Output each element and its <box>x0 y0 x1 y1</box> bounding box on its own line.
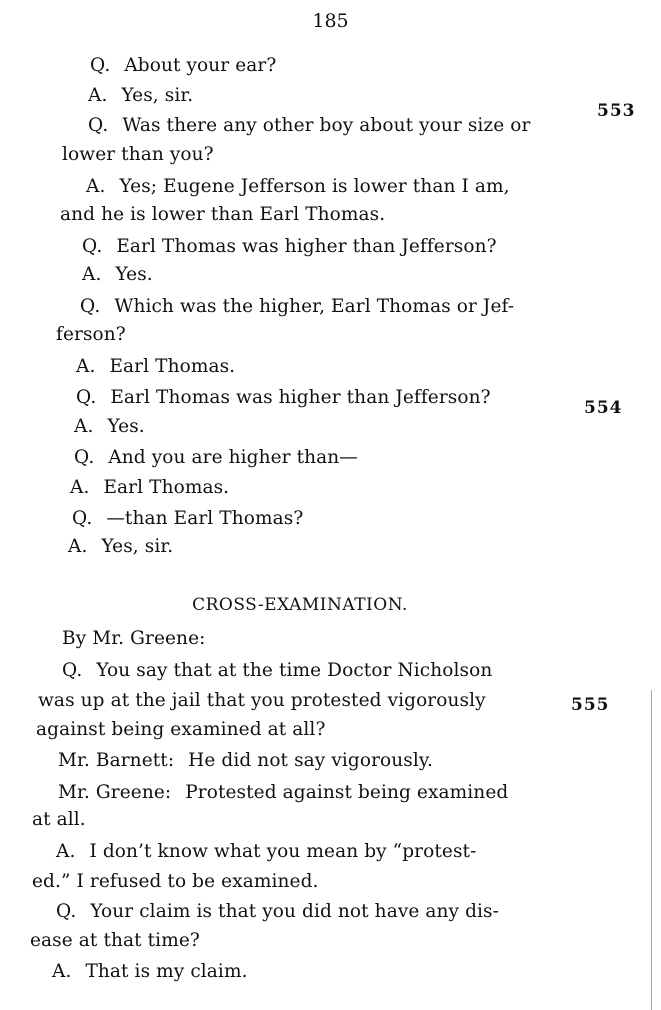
speaker-label: A. <box>74 416 94 437</box>
speaker-label: A. <box>76 356 96 377</box>
testimony-line <box>62 146 214 165</box>
speaker-label: A. <box>70 477 90 498</box>
speaker-label: Q. <box>80 296 101 317</box>
testimony-line <box>68 538 173 557</box>
line-text: And you are higher than— <box>108 447 358 468</box>
speaker-label: Q. <box>74 447 95 468</box>
line-text: ed.” I refused to be examined. <box>32 871 319 892</box>
testimony-line <box>74 449 358 468</box>
testimony-line <box>88 117 531 136</box>
testimony-line <box>76 389 491 408</box>
testimony-line <box>90 57 276 76</box>
line-text: ferson? <box>56 324 126 345</box>
line-text: Which was the higher, Earl Thomas or Jef- <box>114 296 515 317</box>
line-text: Yes, sir. <box>101 536 174 557</box>
speaker-label: Q. <box>88 115 109 136</box>
page-edge-rule <box>651 690 652 1010</box>
speaker-label: A. <box>88 85 108 106</box>
line-text: You say that at the time Doctor Nicholson <box>96 660 493 681</box>
speaker-label: Q. <box>72 508 93 529</box>
line-text: He did not say vigorously. <box>188 750 433 771</box>
speaker-label: A. <box>86 176 106 197</box>
testimony-line <box>70 479 229 498</box>
testimony-line <box>62 630 205 649</box>
line-text: Earl Thomas was higher than Jefferson? <box>110 387 491 408</box>
testimony-line <box>38 692 486 711</box>
line-text: Earl Thomas was higher than Jefferson? <box>116 236 497 257</box>
line-text: ease at that time? <box>30 930 200 951</box>
testimony-line <box>58 752 433 771</box>
testimony-line <box>82 266 153 285</box>
testimony-line <box>82 238 497 257</box>
line-text: I don’t know what you mean by “protest- <box>89 841 477 862</box>
speaker-label: A. <box>52 961 72 982</box>
line-text: Earl Thomas. <box>103 477 230 498</box>
line-text: Yes. <box>115 264 153 285</box>
speaker-label: A. <box>68 536 88 557</box>
margin-number: 554 <box>584 398 623 418</box>
line-text: Earl Thomas. <box>109 356 236 377</box>
testimony-line <box>80 298 514 317</box>
testimony-line <box>60 206 385 225</box>
line-text: Yes. <box>107 416 145 437</box>
line-text: Your claim is that you did not have any dis- <box>90 901 499 922</box>
line-text: and he is lower than Earl Thomas. <box>60 204 386 225</box>
testimony-line <box>32 811 86 830</box>
speaker-label: Q. <box>76 387 97 408</box>
line-text: That is my claim. <box>85 961 248 982</box>
testimony-line <box>72 510 303 529</box>
line-text: By Mr. Greene: <box>62 628 206 649</box>
section-heading: CROSS-EXAMINATION. <box>192 595 408 615</box>
speaker-label: Mr. Barnett: <box>58 750 175 771</box>
testimony-line <box>74 418 145 437</box>
testimony-line <box>52 963 248 982</box>
testimony-line <box>62 662 492 681</box>
line-text: lower than you? <box>62 144 214 165</box>
testimony-line <box>88 87 193 106</box>
speaker-label: Mr. Greene: <box>58 782 172 803</box>
line-text: Yes, sir. <box>121 85 194 106</box>
testimony-line <box>56 903 499 922</box>
line-text: against being examined at all? <box>36 719 326 740</box>
line-text: at all. <box>32 809 86 830</box>
line-text: —than Earl Thomas? <box>106 508 304 529</box>
line-text: Protested against being examined <box>185 782 509 803</box>
testimony-line <box>32 873 319 892</box>
line-text: Was there any other boy about your size or <box>122 115 531 136</box>
speaker-label: A. <box>82 264 102 285</box>
testimony-line <box>56 326 126 345</box>
line-text: About your ear? <box>124 55 277 76</box>
line-text: Yes; Eugene Jefferson is lower than I am, <box>119 176 510 197</box>
testimony-line <box>36 721 325 740</box>
line-text: was up at the jail that you protested vigorously <box>38 690 486 711</box>
speaker-label: A. <box>56 841 76 862</box>
testimony-line <box>56 843 476 862</box>
margin-number: 555 <box>571 695 610 715</box>
testimony-line <box>58 784 508 803</box>
testimony-line <box>76 358 235 377</box>
speaker-label: Q. <box>82 236 103 257</box>
testimony-line <box>30 932 200 951</box>
speaker-label: Q. <box>90 55 111 76</box>
speaker-label: Q. <box>56 901 77 922</box>
page-number: 185 <box>312 10 349 32</box>
speaker-label: Q. <box>62 660 83 681</box>
margin-number: 553 <box>597 101 636 121</box>
testimony-line <box>86 178 510 197</box>
